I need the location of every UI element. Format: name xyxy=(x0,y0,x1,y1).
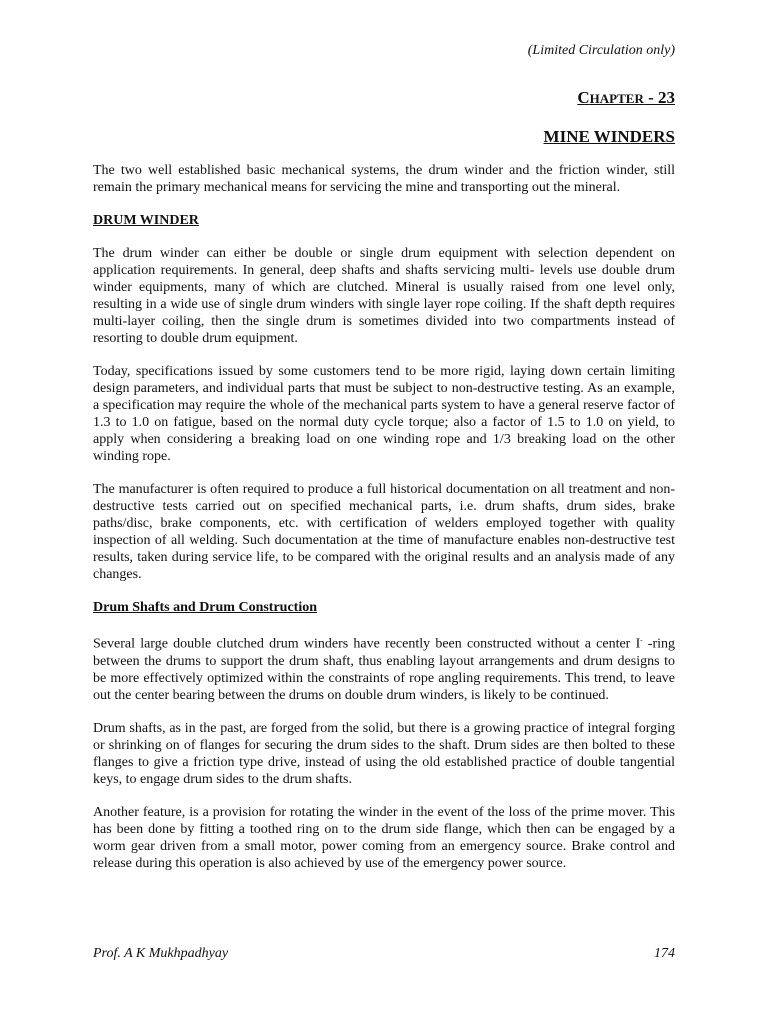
footer-author: Prof. A K Mukhpadhyay xyxy=(93,946,229,961)
footer-page-number: 174 xyxy=(654,946,675,961)
paragraph-drum-shafts: Drum shafts, as in the past, are forged from the solid, but there is a growing practice of integral forging or shrinking on of flanges for securing the drum sides to the shaft. Drum sides are then bolted to these flanges to give a friction type drive, instead of using the old established practice of double tangential keys, to engage drum sides to the drum shafts. xyxy=(93,720,675,787)
paragraph-drum-winder-types: The drum winder can either be double or single drum equipment with selection dependent on application requirements. In general, deep shafts and shafts servicing multi- levels use double drum winder equipments, many of which are clutched. Mineral is usually raised from one level only, resulting in a wide use of single drum winders with single layer rope coiling. If the shaft depth requires multi-layer coiling, then the single drum is sometimes divided into two compartments instead of resorting to double drum equipment. xyxy=(93,246,675,346)
chapter-title: MINE WINDERS xyxy=(543,127,675,146)
body-text xyxy=(93,162,675,888)
chapter-initial: C xyxy=(577,88,590,107)
intro-paragraph: The two well established basic mechanical systems, the drum winder and the friction winder, still remain the primary mechanical means for servicing the mine and transporting out the mineral. xyxy=(93,163,675,195)
section-heading-drum-shafts: Drum Shafts and Drum Construction xyxy=(93,600,318,615)
circulation-note: (Limited Circulation only) xyxy=(527,43,675,58)
paragraph-documentation: The manufacturer is often required to produce a full historical documentation on all treatment and non-destructive tests carried out on specified mechanical parts, i.e. drum shafts, drum sides, brake paths/disc, brake components, etc. with certification of welders employed together with quality inspection of all welding. Such documentation at the time of manufacture enables non-destructive test results, taken during service life, to be compared with the original results and an analysis made of any changes. xyxy=(93,482,675,582)
chapter-heading xyxy=(577,88,675,108)
paragraph-specifications: Today, specifications issued by some customers tend to be more rigid, laying down certain limiting design parameters, and individual parts that must be subject to non-destructive testing. As an example, a specification may require the whole of the mechanical parts system to have a general reserve factor of 1.3 to 1.0 on fatigue, based on the normal duty cycle torque; also a factor of 1.5 to 1.0 on yield, to apply when considering a breaking load on one winding rope and 1/3 breaking load on the other winding rope. xyxy=(93,364,675,464)
document-page xyxy=(93,0,675,1024)
section-heading-drum-winder: DRUM WINDER xyxy=(93,213,199,228)
paragraph-clutched-winders: Several large double clutched drum winders have recently been constructed without a center I- -ring between the drums to support the drum shaft, thus enabling layout arrangements and drum designs to be more effectively optimized within the constraints of rope angling requirements. This trend, to leave out the center bearing between the drums on double drum winders, is likely to be continued. xyxy=(93,636,676,703)
chapter-word: HAPTER xyxy=(589,91,644,106)
chapter-number: - 23 xyxy=(643,88,675,107)
paragraph-emergency-rotation: Another feature, is a provision for rotating the winder in the event of the loss of the prime mover. This has been done by fitting a toothed ring on to the drum side flange, which then can be engaged by a worm gear driven from a small motor, power coming from an emergency source. Brake control and release during this operation is also achieved by use of the emergency power source. xyxy=(93,804,675,871)
